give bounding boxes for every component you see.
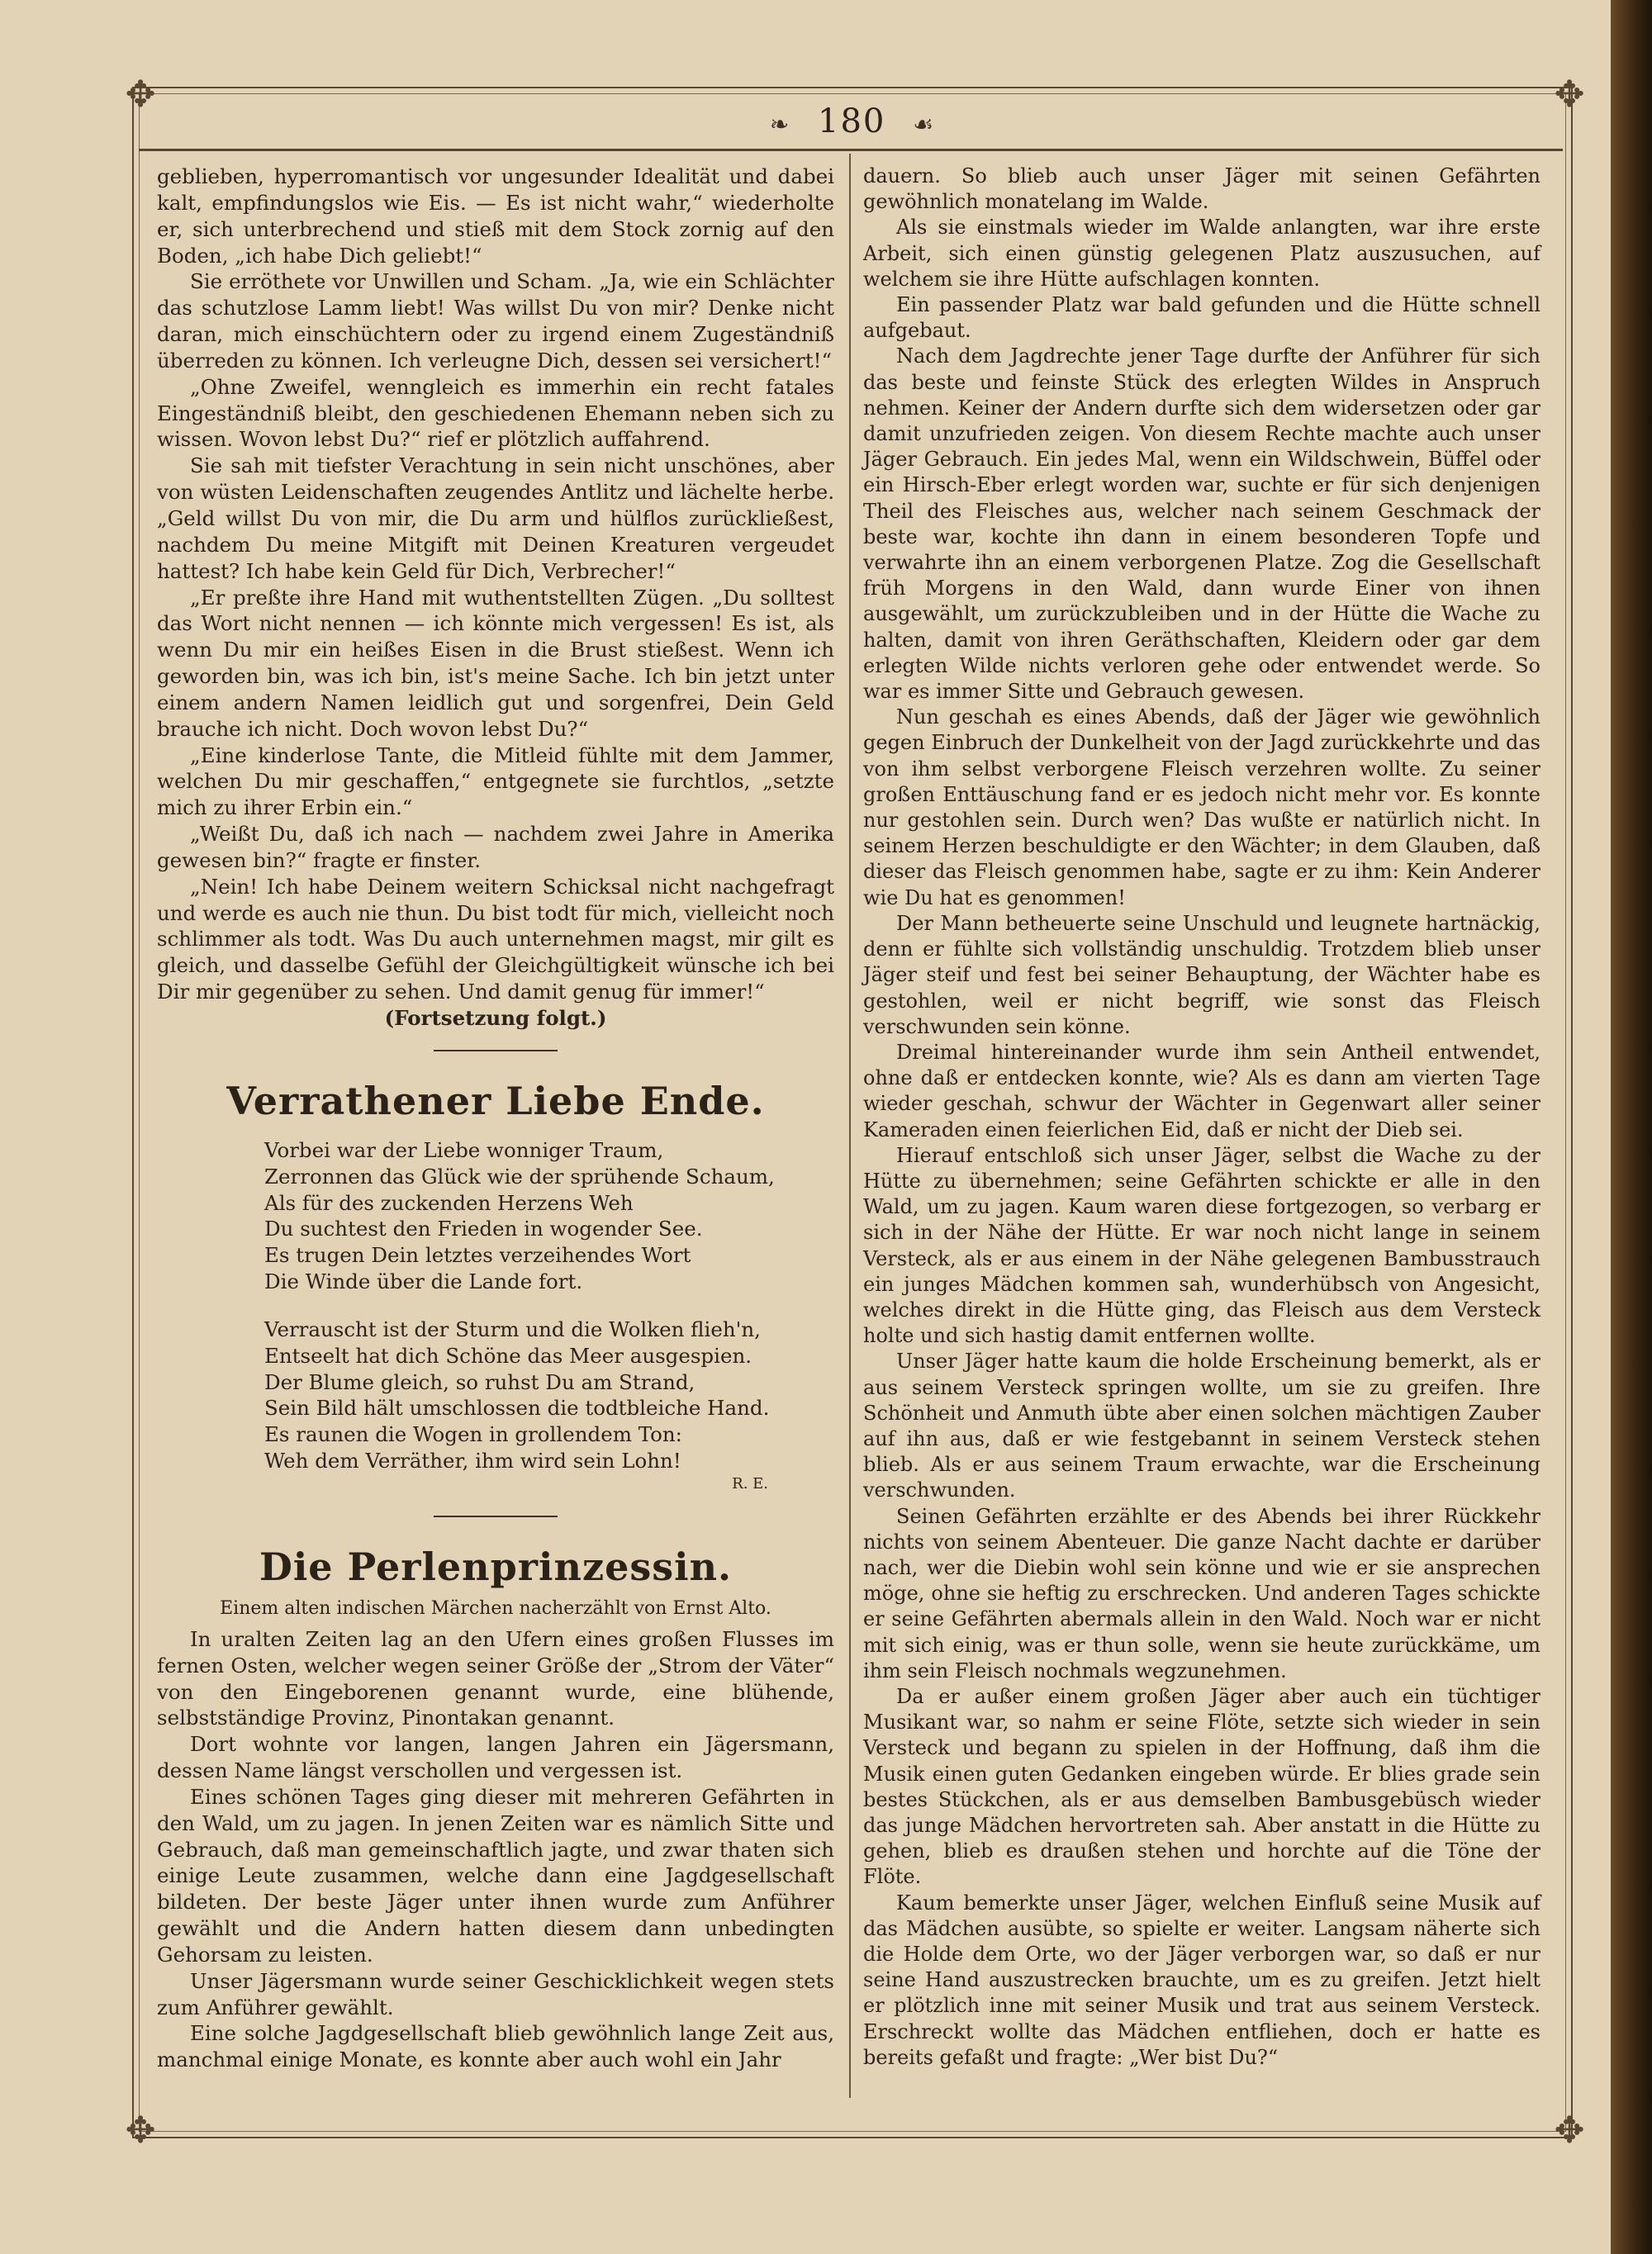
paragraph: „Er preßte ihre Hand mit wuthentstellten Zügen. „Du solltest das Wort nicht nennen — ich könnte mich vergessen! Es ist, als wenn Du mir ein heißes Eisen in die Brust stießest. Wenn ich geworden bin, was ich bin, ist's meine Sache. Ich bin jetzt unter einem andern Namen leidlich gut und sorgenfrei, Dein Geld brauche ich nicht. Doch wovon lebst Du?“: [157, 585, 834, 741]
header-rule: [139, 149, 1563, 151]
poem-line: Vorbei war der Liebe wonniger Traum,: [264, 1137, 664, 1162]
poem-line: Entseelt hat dich Schöne das Meer ausgespien.: [264, 1343, 752, 1368]
poem-signature: R. E.: [732, 1474, 768, 1492]
page-number: 180: [818, 102, 886, 140]
story-subtitle: Einem alten indischen Märchen nacherzählt von Ernst Alto.: [220, 1597, 771, 1619]
paragraph: geblieben, hyperromantisch vor ungesunder Idealität und dabei kalt, empfindungslos wie Eis. — Es ist nicht wahr,“ wiederholte er, sich unterbrechend und stieß mit dem Stock zornig auf den Boden, „ich habe Dich geliebt!“: [157, 164, 834, 268]
paragraph: Unser Jägersmann wurde seiner Geschicklichkeit wegen stets zum Anführer gewählt.: [157, 1968, 834, 2019]
section-separator: [434, 1516, 558, 1517]
corner-ornament-bottom-left: ✥: [125, 2109, 156, 2152]
poem-line: Weh dem Verräther, ihm wird sein Lohn!: [264, 1449, 681, 1473]
column-divider: [849, 154, 851, 2098]
paragraph: Dort wohnte vor langen, langen Jahren ein Jägersmann, dessen Name längst verschollen und vergessen ist.: [157, 1732, 834, 1783]
paragraph: Als sie einstmals wieder im Walde anlangten, war ihre erste Arbeit, sich einen günstig gelegenen Platz auszusuchen, auf welchem sie ihre Hütte aufschlagen konnten.: [863, 216, 1540, 291]
paragraph: Seinen Gefährten erzählte er des Abends bei ihrer Rückkehr nichts von seinem Abenteuer. Die ganze Nacht dachte er darüber nach, wer die Diebin wohl sein könne und wie er sie ansprechen möge, ohne sie heftig zu erschrecken. Und anderen Tages schickte er seine Gefährten abermals allein in den Wald. Noch war er nicht mit sich einig, was er thun solle, wenn sie heute zurückkäme, um ihm sein Fleisch nochmals wegzunehmen.: [863, 1504, 1540, 1682]
poem-stanza: [264, 1137, 834, 1295]
poem-line: Es raunen die Wogen in grollendem Ton:: [264, 1422, 682, 1447]
poem-line: Die Winde über die Lande fort.: [264, 1269, 583, 1294]
paragraph: „Nein! Ich habe Deinem weitern Schicksal nicht nachgefragt und werde es auch nie thun. Du bist todt für mich, vielleicht noch schlimmer als todt. Was Du auch unternehmen magst, mir gilt es gleich, und dasselbe Gefühl der Gleichgültigkeit wünsche ich bei Dir mir gegenüber zu sehen. Und damit genug für immer!“: [157, 874, 834, 1004]
paragraph: Sie erröthete vor Unwillen und Scham. „Ja, wie ein Schlächter das schutzlose Lamm liebt! Was willst Du von mir? Denke nicht daran, mich einschüchtern oder zu irgend einem Zugeständniß überreden zu können. Ich verleugne Dich, dessen sei versichert!“: [157, 269, 834, 373]
poem: [157, 1137, 834, 1474]
poem-line: Zerronnen das Glück wie der sprühende Schaum,: [264, 1164, 775, 1189]
paragraph: Eines schönen Tages ging dieser mit mehreren Gefährten in den Wald, um zu jagen. In jenen Zeiten war es nämlich Sitte und Gebrauch, daß man gemeinschaftlich jagte, und zwar thaten sich einige Leute zusammen, welche dann eine Jagdgesellschaft bildeten. Der beste Jäger unter ihnen wurde zum Anführer gewählt und die Andern hatten diesem dann unbedingten Gehorsam zu leisten.: [157, 1784, 834, 1967]
corner-ornament-top-right: ✥: [1554, 74, 1585, 116]
paragraph: Nun geschah es eines Abends, daß der Jäger wie gewöhnlich gegen Einbruch der Dunkelheit von der Jagd zurückkehrte und das von ihm selbst verborgene Fleisch verzehren wollte. Zu seiner großen Enttäuschung fand er es jedoch nicht mehr vor. Es konnte nur gestohlen sein. Durch wen? Das wußte er natürlich nicht. In seinem Herzen beschuldigte er den Wächter; in dem Glauben, daß dieser das Fleisch genommen habe, sagte er zu ihm: Kein Anderer wie Du hat es genommen!: [863, 705, 1540, 909]
poem-line: Als für des zuckenden Herzens Weh: [264, 1190, 634, 1215]
header-ornament-left-icon: ❧: [769, 111, 791, 138]
poem-line: Verrauscht ist der Sturm und die Wolken flieh'n,: [264, 1317, 761, 1341]
book-binding-edge: [1611, 0, 1652, 2254]
poem-line: Du suchtest den Frieden in wogender See.: [264, 1217, 703, 1241]
paragraph: „Eine kinderlose Tante, die Mitleid fühlte mit dem Jammer, welchen Du mir geschaffen,“ entgegnete sie furchtlos, „setzte mich zu ihrer Erbin ein.“: [157, 743, 834, 820]
paragraph: Ein passender Platz war bald gefunden und die Hütte schnell aufgebaut.: [863, 293, 1540, 343]
story-title: Die Perlenprinzessin.: [259, 1544, 733, 1589]
paragraph: „Weißt Du, daß ich nach — nachdem zwei Jahre in Amerika gewesen bin?“ fragte er finster.: [157, 822, 834, 872]
poem-stanza: [264, 1317, 834, 1474]
poem-line: Der Blume gleich, so ruhst Du am Strand,: [264, 1369, 695, 1394]
paragraph: Hierauf entschloß sich unser Jäger, selbst die Wache zu der Hütte zu übernehmen; seine Gefährten schickte er alle in den Wald, um zu jagen. Kaum waren diese fortgezogen, so verbarg er sich in der Nähe der Hütte. Er war noch nicht lange in seinem Versteck, als er aus einem in der Nähe gelegenen Bambusstrauch ein junges Mädchen kommen sah, wunderhübsch von Angesicht, welches direkt in die Hütte ging, das Fleisch aus dem Versteck holte und sich hastig damit entfernen wollte.: [863, 1143, 1540, 1348]
poem-line: Sein Bild hält umschlossen die todtbleiche Hand.: [264, 1396, 770, 1421]
paragraph: dauern. So blieb auch unser Jäger mit seinen Gefährten gewöhnlich monatelang im Walde.: [863, 164, 1540, 214]
paragraph: Sie sah mit tiefster Verachtung in sein nicht unschönes, aber von wüsten Leidenschaften zeugendes Antlitz und lächelte herbe. „Geld willst Du von mir, die Du arm und hülflos zurückließest, nachdem Du meine Mitgift mit Deinen Kreaturen vergeudet hattest? Ich habe kein Geld für Dich, Verbrecher!“: [157, 453, 834, 583]
paragraph: Dreimal hintereinander wurde ihm sein Antheil entwendet, ohne daß er entdecken konnte, wie? Als es dann am vierten Tage wieder geschah, schwur der Wächter in Gegenwart aller seiner Kameraden einen feierlichen Eid, daß er nicht der Dieb sei.: [863, 1040, 1540, 1141]
left-column: [157, 164, 834, 2073]
continuation-note: (Fortsetzung folgt.): [384, 1006, 607, 1030]
corner-ornament-top-left: ✥: [125, 74, 156, 116]
paragraph: Der Mann betheuerte seine Unschuld und leugnete hartnäckig, denn er fühlte sich vollständig unschuldig. Trotzdem blieb unser Jäger steif und fest bei seiner Behauptung, der Wächter habe es gestohlen, weil er nicht begriff, wie sonst das Fleisch verschwunden sein könne.: [863, 911, 1540, 1038]
poem-line: Es trugen Dein letztes verzeihendes Wort: [264, 1243, 691, 1268]
header-ornament-right-icon: ☙: [913, 111, 936, 138]
paragraph: Da er außer einem großen Jäger aber auch ein tüchtiger Musikant war, so nahm er seine Flöte, setzte sich wieder in sein Versteck und begann zu spielen in der Hoffnung, daß ihm die Musik einen guten Gedanken eingeben würde. Er blies grade sein bestes Stückchen, als er aus demselben Bambusgebüsch wieder das junge Mädchen hervortreten sah. Aber anstatt in die Hütte zu gehen, blieb es draußen stehen und horchte auf die Töne der Flöte.: [863, 1684, 1540, 1889]
paragraph: „Ohne Zweifel, wenngleich es immerhin ein recht fatales Eingeständniß bleibt, den geschiedenen Ehemann neben sich zu wissen. Wovon lebst Du?“ rief er plötzlich auffahrend.: [157, 374, 834, 452]
paragraph: Eine solche Jagdgesellschaft blieb gewöhnlich lange Zeit aus, manchmal einige Monate, es konnte aber auch wohl ein Jahr: [157, 2021, 834, 2072]
paragraph: In uralten Zeiten lag an den Ufern eines großen Flusses im fernen Osten, welcher wegen seiner Größe der „Strom der Väter“ von den Eingeborenen genannt wurde, eine blühende, selbstständige Provinz, Pinontakan genannt.: [157, 1626, 834, 1730]
corner-ornament-bottom-right: ✥: [1554, 2109, 1585, 2152]
right-column: [863, 164, 1540, 2071]
page-header: [132, 93, 1573, 150]
paragraph: Kaum bemerkte unser Jäger, welchen Einfluß seine Musik auf das Mädchen ausübte, so spielte er weiter. Langsam näherte sich die Holde dem Orte, wo der Jäger verborgen war, so daß er nur seine Hand auszustrecken brauchte, um es zu greifen. Jetzt hielt er plötzlich inne mit seiner Musik und trat aus seinem Versteck. Erschreckt wollte das Mädchen entfliehen, doch er hatte es bereits gefaßt und fragte: „Wer bist Du?“: [863, 1891, 1540, 2069]
poem-title: Verrathener Liebe Ende.: [226, 1078, 765, 1123]
paragraph: Nach dem Jagdrechte jener Tage durfte der Anführer für sich das beste und feinste Stück des erlegten Wildes in Anspruch nehmen. Keiner der Andern durfte sich dem widersetzen oder gar damit unzufrieden zeigen. Von diesem Rechte machte auch unser Jäger Gebrauch. Ein jedes Mal, wenn ein Wildschwein, Büffel oder ein Hirsch-Eber erlegt worden war, suchte er für sich denjenigen Theil des Fleisches aus, welcher nach seinem Geschmack der beste war, kochte ihn dann in einem besonderen Topfe und verwahrte ihn an einem verborgenen Platze. Zog die Gesellschaft früh Morgens in den Wald, dann wurde Einer von ihnen ausgewählt, um zurückzubleiben und in der Hütte die Wache zu halten, damit von ihren Geräthschaften, Kleidern oder gar dem erlegten Wilde nichts verloren gehe oder entwendet werde. So war es immer Sitte und Gebrauch gewesen.: [863, 344, 1540, 704]
section-separator: [434, 1050, 558, 1051]
paragraph: Unser Jäger hatte kaum die holde Erscheinung bemerkt, als er aus seinem Versteck springen wollte, um sie zu greifen. Ihre Schönheit und Anmuth übte aber einen solchen mächtigen Zauber auf ihn aus, daß er wie festgebannt in seinem Versteck stehen blieb. Als er aus seinem Traum erwachte, war die Erscheinung verschwunden.: [863, 1350, 1540, 1502]
